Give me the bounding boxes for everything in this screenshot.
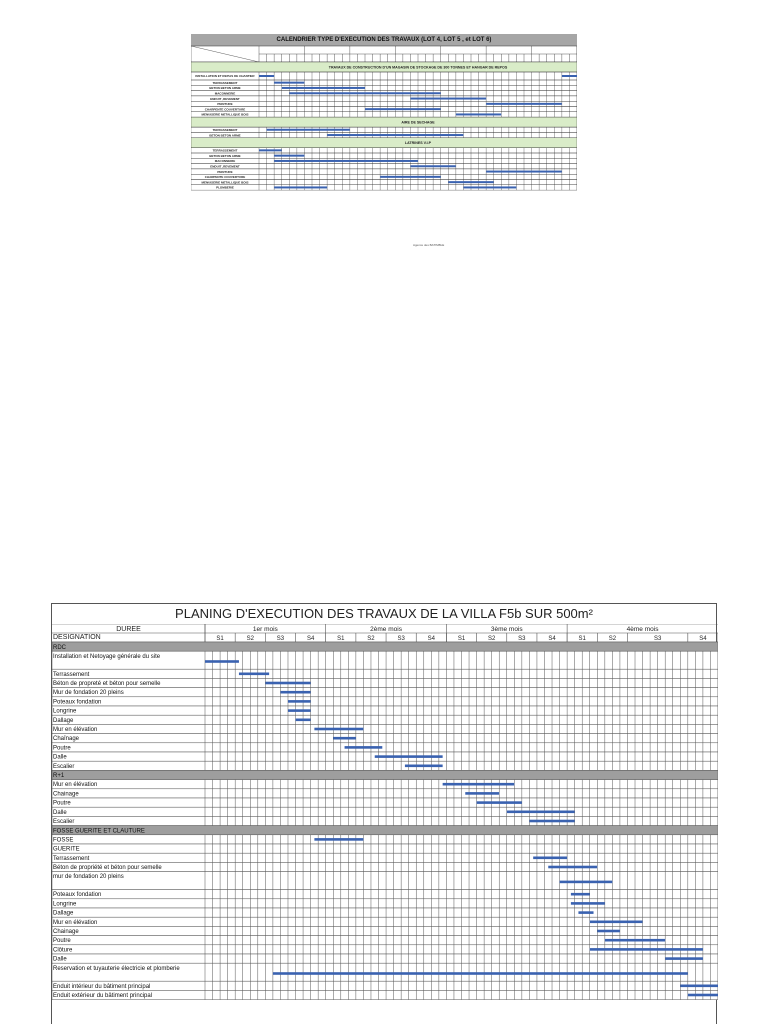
task-row: [52, 945, 718, 954]
row-label: PLOMBERIE: [216, 185, 234, 190]
month-label: 1er mois: [252, 626, 278, 633]
gantt-bar: [259, 75, 274, 77]
gantt-bar: [448, 181, 493, 183]
gantt-bar: [405, 765, 443, 768]
gantt-bar: [288, 709, 311, 712]
task-label: Poteaux fondation: [53, 892, 102, 899]
calendar-row: [191, 85, 577, 90]
row-label: ENDUIT ,REVEMENT: [210, 164, 240, 169]
task-label: Escalier: [53, 819, 75, 825]
week-label: S3: [397, 636, 405, 642]
calendar-row: [191, 96, 577, 101]
calendar-row: [191, 185, 577, 190]
row-label: PEINTURE: [217, 169, 233, 174]
task-row: [52, 678, 718, 687]
task-label: Mur de fondation 20 pleins: [53, 690, 124, 697]
task-row: [52, 926, 718, 935]
gantt-bar: [345, 746, 383, 749]
task-row: [52, 872, 718, 890]
gantt-bar: [463, 186, 516, 188]
task-row: [52, 752, 718, 761]
row-label: BETON BETON ARME: [209, 86, 241, 91]
gantt-bar: [571, 893, 590, 896]
gantt-bar: [465, 792, 499, 795]
section-title: AIRE DE SECHAGE: [401, 120, 435, 125]
section-title: LATRINES V.I.P: [404, 141, 432, 146]
task-label: mur de fondation 20 pleins: [53, 874, 124, 881]
construction-calendar-grid: [191, 34, 577, 220]
task-label: Mur en élévation: [53, 782, 98, 789]
task-label: Poutre: [53, 745, 71, 752]
row-label: TERRASSEMENT: [212, 80, 238, 85]
calendar-row: [191, 127, 577, 132]
task-row: [52, 862, 718, 871]
week-label: S3: [518, 636, 526, 642]
designation-label: DESIGNATION: [53, 634, 101, 641]
gantt-bar: [375, 755, 443, 758]
task-row: [52, 798, 718, 807]
week-label: S2: [488, 636, 496, 642]
gantt-bar: [380, 176, 441, 178]
gantt-bar: [273, 972, 688, 975]
gantt-bar: [205, 660, 239, 663]
task-row: [52, 807, 718, 816]
task-label: Longrine: [53, 901, 77, 908]
task-label: Dalle: [53, 809, 67, 816]
task-label: GUERITE: [53, 846, 80, 853]
month-label: 2ème mois: [370, 626, 402, 633]
task-label: Terrassement: [53, 855, 90, 862]
row-label: MENUISERIE METALLIQUE BOIS: [201, 112, 249, 117]
row-label: CHARPENTE COUVERTURE: [204, 175, 246, 180]
week-label: S4: [548, 636, 556, 642]
week-label: S1: [337, 636, 345, 642]
gantt-bar: [507, 811, 575, 814]
task-row: [52, 908, 718, 917]
task-row: [52, 706, 718, 715]
row-label: MACONNERIE: [214, 159, 236, 164]
section-row: [52, 826, 718, 835]
section-row: [52, 770, 718, 779]
gantt-bar: [314, 838, 363, 841]
gantt-bar: [239, 673, 269, 676]
row-label: MACONNERIE: [214, 91, 236, 96]
gantt-bar: [486, 103, 562, 105]
task-row: [52, 844, 718, 853]
gantt-bar: [443, 783, 515, 786]
calendar-row: [191, 153, 577, 158]
gantt-bar: [548, 866, 597, 869]
task-row: [52, 981, 718, 990]
task-label: Dallage: [53, 717, 74, 724]
gantt-bar: [486, 171, 562, 173]
gantt-bar: [605, 939, 665, 942]
gantt-bar: [665, 957, 703, 960]
calendar-section: [191, 138, 577, 148]
task-row: [52, 853, 718, 862]
task-label: Poutre: [53, 800, 71, 807]
gantt-bar: [533, 857, 567, 860]
gantt-bar: [289, 92, 440, 94]
task-label: Installation et Netoyage générale du site: [53, 653, 161, 660]
task-label: Dalle: [53, 754, 67, 761]
week-label: S1: [216, 636, 224, 642]
row-label: BETON BETON ARME: [209, 133, 241, 138]
gantt-bar: [590, 948, 703, 951]
task-label: FOSSE: [53, 837, 74, 844]
gantt-bar: [365, 108, 441, 110]
week-label: S4: [699, 636, 707, 642]
calendar-row: [191, 148, 577, 153]
calendar-section: [191, 62, 577, 72]
row-label: TERRASSEMENT: [212, 148, 238, 153]
month-label: 4ème mois: [626, 626, 659, 633]
week-label: S4: [427, 636, 435, 642]
task-row: [52, 936, 718, 945]
gantt-bar: [590, 921, 643, 924]
section-label: RDC: [53, 644, 66, 651]
week-label: S3: [653, 636, 662, 642]
gantt-bar: [288, 700, 311, 703]
task-label: Enduit intérieur du bâtiment principal: [53, 983, 151, 990]
calendar-row: [191, 112, 577, 117]
gantt-bar: [274, 155, 304, 157]
task-label: Chainage: [53, 791, 79, 798]
gantt-bar: [333, 737, 356, 740]
villa-planning-grid: [52, 624, 718, 1025]
gantt-bar: [456, 113, 501, 115]
task-label: Dallage: [53, 910, 74, 917]
row-label: BETON BETON ARME: [209, 153, 241, 158]
gantt-bar: [680, 985, 718, 988]
task-label: Chainage: [53, 929, 79, 935]
task-label: Dalle: [53, 956, 67, 963]
gantt-bar: [274, 160, 418, 162]
row-label: MENUISERIE METALLIQUE BOIS: [201, 180, 249, 185]
task-row: [52, 688, 718, 697]
week-label: S3: [276, 636, 285, 642]
construction-calendar-sheet: [191, 34, 577, 220]
gantt-bar: [327, 134, 463, 136]
chart1-title: CALENDRIER TYPE D'EXECUTION DES TRAVAUX (LOT 4, LOT 5 , et LOT 6): [191, 34, 577, 46]
task-row: [52, 669, 718, 678]
row-label: INSTALLATION ET REPLIS DE CHANTIER: [195, 74, 255, 79]
gantt-bar: [259, 149, 282, 151]
week-label: S4: [306, 636, 315, 642]
task-label: Terrassement: [53, 671, 90, 678]
gantt-bar: [296, 719, 311, 722]
gantt-bar: [314, 728, 363, 731]
task-row: [52, 789, 718, 798]
section-band: [191, 138, 577, 148]
villa-planning-title: PLANING D'EXECUTION DES TRAVAUX DE LA VILLA F5b SUR 500m²: [175, 606, 593, 621]
gantt-bar: [688, 994, 718, 997]
calendar-row: [191, 80, 577, 85]
gantt-bar: [280, 691, 310, 694]
task-label: Escalier: [53, 763, 75, 770]
calendar-row: [191, 180, 577, 185]
calendar-section: [191, 117, 577, 127]
week-label: S1: [578, 636, 586, 642]
task-label: Béton de propriété et béton pour semelle: [53, 865, 162, 871]
villa-planning-sheet: [51, 603, 717, 1024]
week-label: S1: [457, 636, 466, 642]
section-label: FOSSE GUERITE ET CLAUTURE: [53, 828, 145, 835]
task-row: [52, 990, 718, 999]
task-row: [52, 899, 718, 908]
month-label: 3ème mois: [490, 626, 523, 633]
duree-label: DUREE: [116, 626, 141, 633]
task-row: [52, 651, 718, 669]
gantt-bar: [477, 801, 522, 804]
gantt-bar: [265, 682, 310, 685]
calendar-row: [191, 164, 577, 169]
row-label: TERRASSEMENT: [212, 127, 238, 132]
task-label: Béton de propreté et béton pour semelle: [53, 681, 161, 687]
task-row: [52, 734, 718, 743]
gantt-bar: [529, 820, 574, 823]
task-label: Enduit extérieur du bâtiment principal: [53, 993, 153, 999]
gantt-bar: [274, 186, 327, 188]
section-label: R+1: [53, 773, 65, 780]
task-row: [52, 917, 718, 926]
task-label: Mur en élévation: [53, 919, 98, 926]
week-label: S2: [246, 636, 254, 642]
task-row: [52, 761, 718, 770]
task-row: [52, 890, 718, 899]
task-label: Mur en élévation: [53, 727, 98, 733]
task-label: Poteaux fondation: [53, 699, 102, 706]
task-label: Clôture: [53, 947, 73, 954]
gantt-bar: [282, 87, 365, 89]
chart1-footer: Agence des BATIMBLE: [413, 243, 445, 247]
gantt-bar: [578, 911, 593, 914]
gantt-bar: [571, 902, 605, 905]
task-row: [52, 835, 718, 844]
week-label: S2: [608, 636, 617, 642]
task-row: [52, 743, 718, 752]
row-label: PEINTURE: [217, 102, 233, 107]
task-row: [52, 816, 718, 825]
task-label: Reservation et tuyauterie électricie et plomberie: [53, 965, 180, 972]
task-row: [52, 697, 718, 706]
task-row: [52, 780, 718, 789]
section-band: [191, 117, 577, 127]
gantt-bar: [597, 930, 620, 933]
task-label: Longrine: [53, 708, 77, 715]
gantt-bar: [267, 129, 350, 131]
row-label: ENDUIT ,REVEMENT: [210, 96, 240, 101]
gantt-bar: [410, 98, 486, 100]
section-title: TRAVAUX DE CONSTRUCTION D'UN MAGASIN DE STOCKAGE DE 300 TONNES ET HANGAR DE REPOS: [328, 65, 508, 70]
task-label: Poutre: [53, 938, 71, 945]
section-row: [52, 642, 718, 651]
task-row: [52, 954, 718, 963]
gantt-bar: [410, 165, 455, 167]
week-label: S2: [367, 636, 375, 642]
row-label: CHARPENTE COUVERTURE: [204, 107, 246, 112]
task-row: [52, 963, 718, 981]
gantt-bar: [560, 881, 613, 884]
task-row: [52, 715, 718, 724]
gantt-bar: [562, 75, 577, 77]
gantt-bar: [274, 82, 304, 84]
task-row: [52, 724, 718, 733]
task-label: Chaînage: [53, 736, 80, 743]
